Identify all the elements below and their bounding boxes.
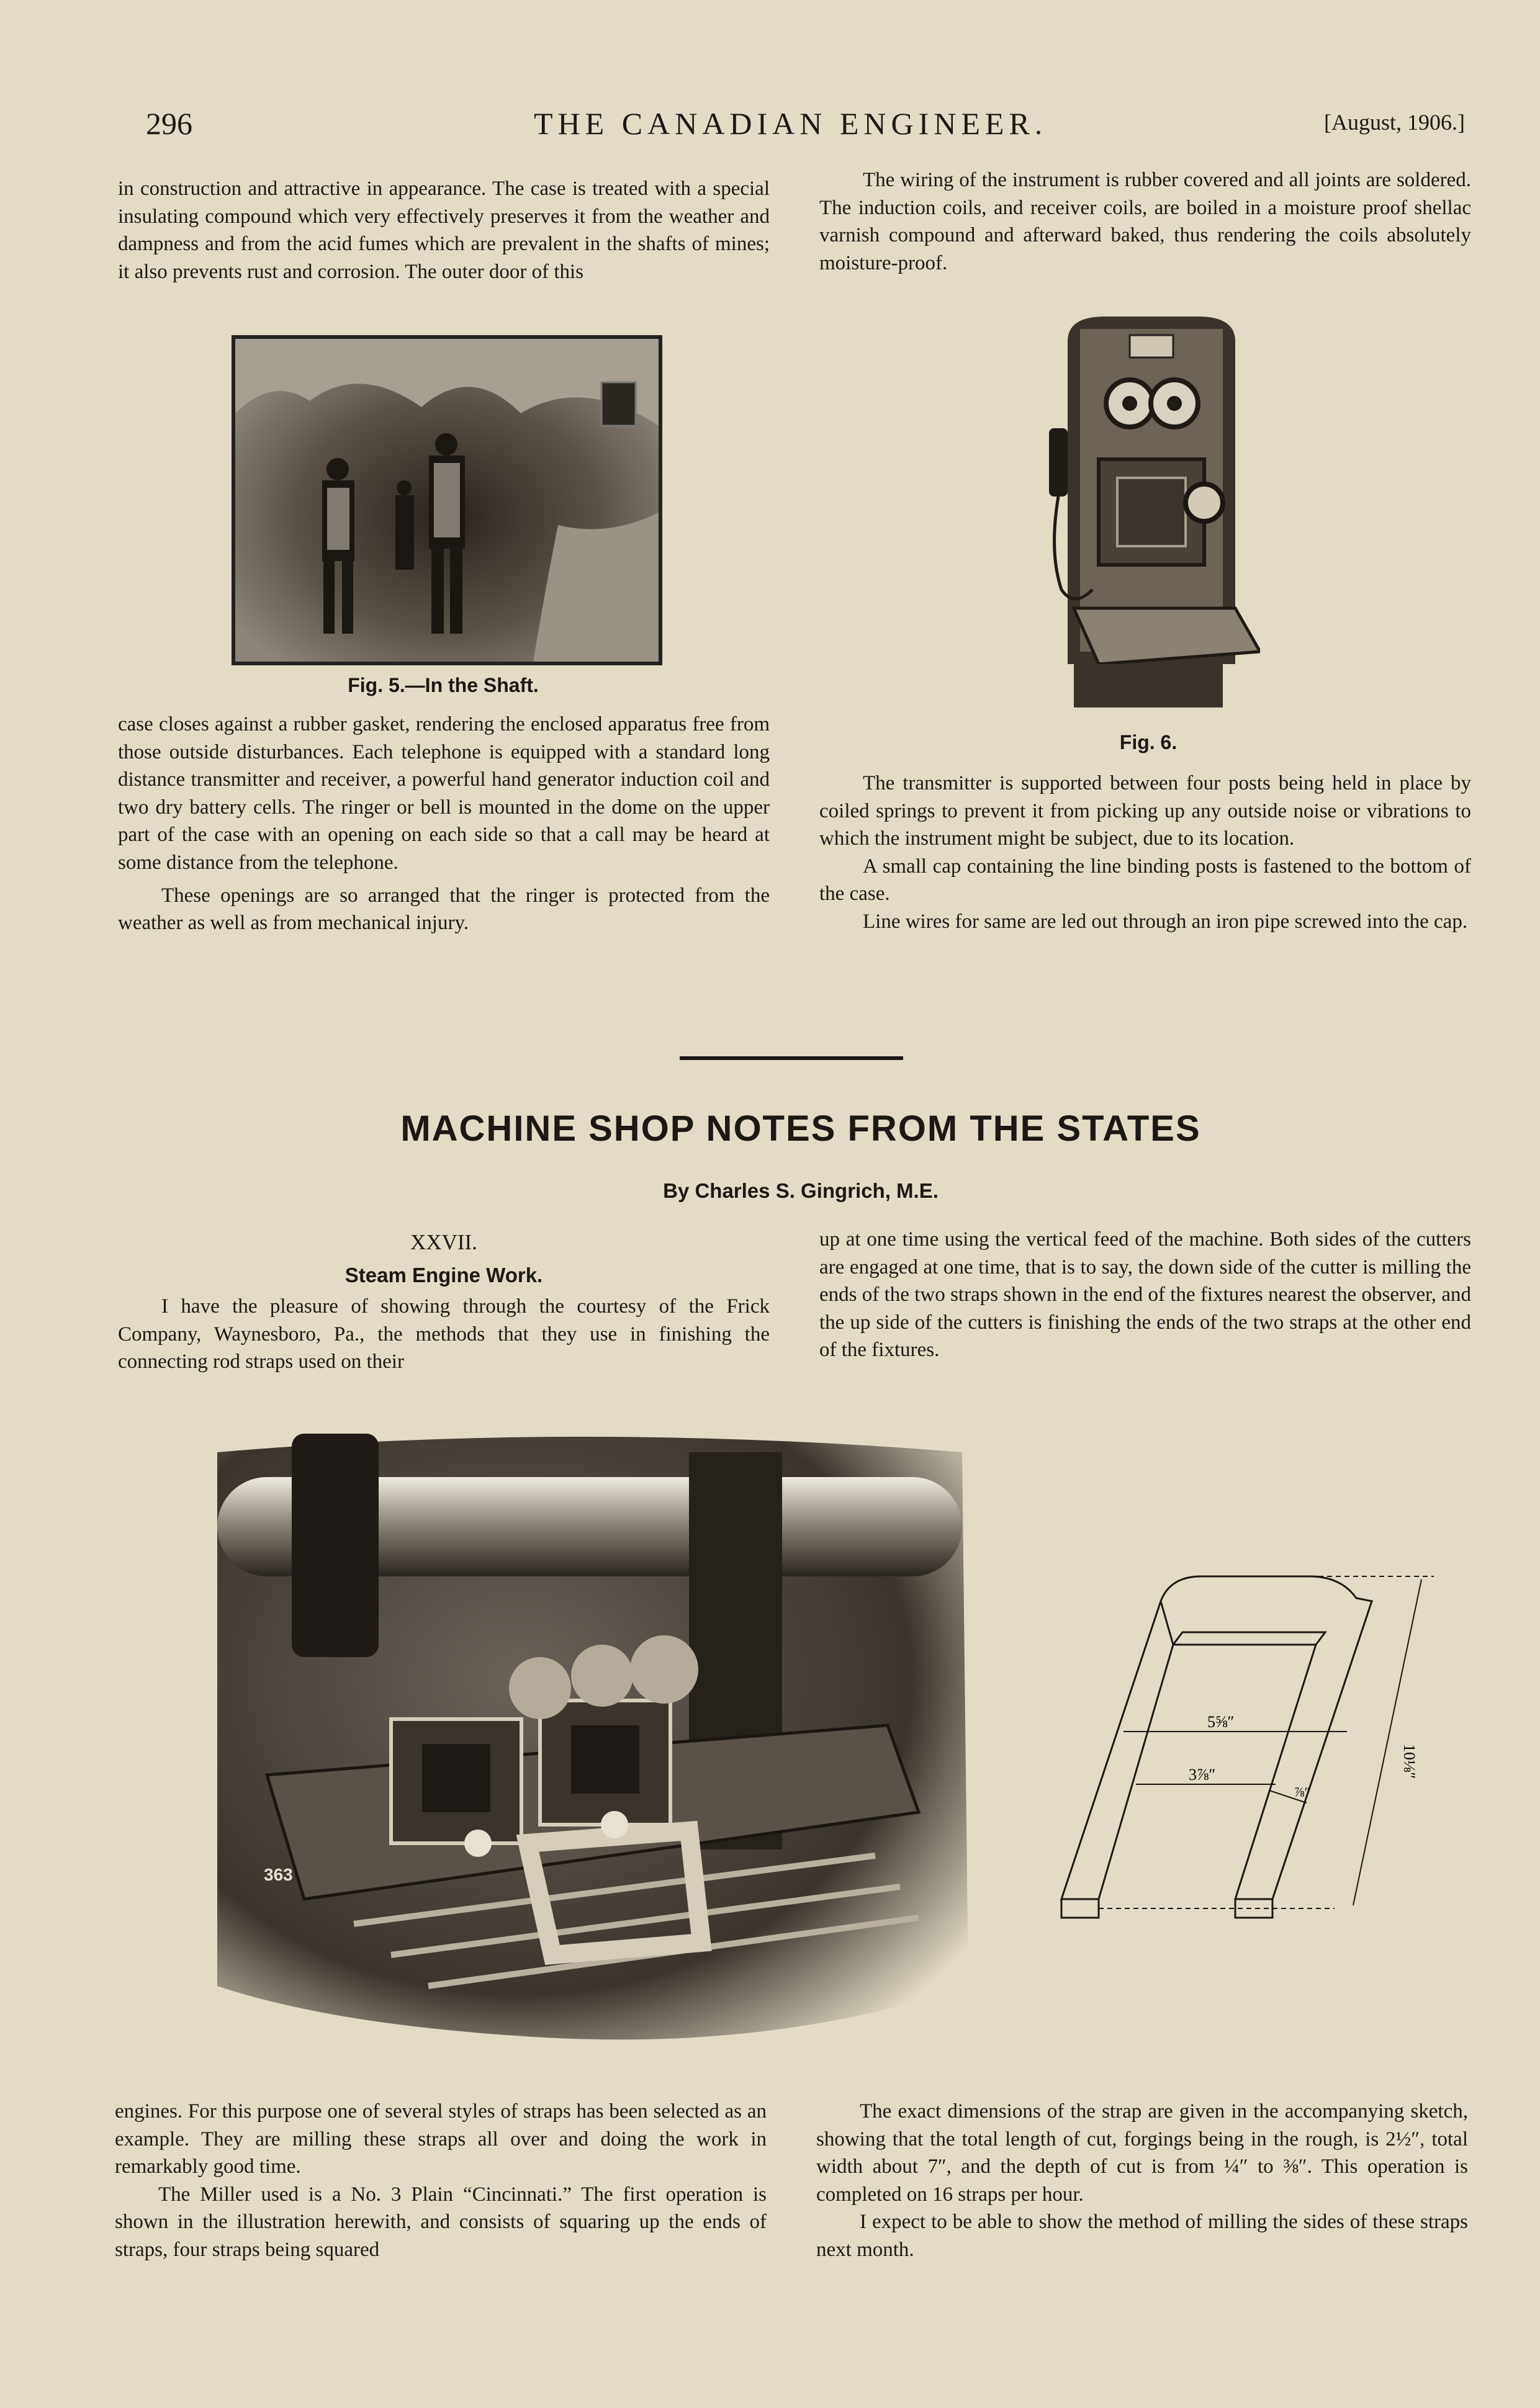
paragraph: The Miller used is a No. 3 Plain “Cincinnati.” The first operation is shown in the illustration herewith, and consists of squaring up the ends of straps, four straps being squared	[115, 2183, 767, 2261]
strap-drawing	[1049, 1552, 1446, 1949]
milling-machine-illustration	[205, 1427, 968, 2054]
section-title: Steam Engine Work.	[344, 1263, 543, 1287]
paragraph: up at one time using the vertical feed of the machine. Both sides of the cutters are engaged at one time, that is to say, the down side of the cutter is milling the ends of the two straps shown in the end of the fixtures nearest the observer, and the up side of the cutters is finishing the ends of the two straps at the other end of the fixtures.	[819, 1228, 1471, 1362]
dimension-thickness: ⅞″	[1294, 1784, 1310, 1800]
milling-machine-photo	[205, 1427, 968, 2054]
top-left-column-b	[118, 711, 770, 937]
article-right-column-a	[819, 1226, 1471, 1364]
article-left-column-b	[115, 2098, 767, 2264]
dimension-height: 10⅛″	[1400, 1744, 1418, 1779]
fig6-telephone	[1037, 317, 1260, 714]
fig5-caption: Fig. 5.—In the Shaft.	[348, 674, 539, 696]
page-header	[118, 106, 1465, 149]
paragraph: I expect to be able to show the method of milling the sides of these straps next month.	[816, 2211, 1468, 2261]
top-left-column-a	[118, 175, 770, 285]
top-right-column-a	[819, 166, 1471, 277]
dimension-outer-width: 5⅝″	[1207, 1713, 1235, 1731]
dimension-inner-width: 3⅞″	[1189, 1766, 1216, 1784]
section-divider	[680, 1056, 903, 1060]
top-right-column-b	[819, 770, 1471, 936]
paragraph: in construction and attractive in appearance. The case is treated with a special insulating compound which very effectively preserves it from the weather and dampness and from the acid fumes which are prevalent in the shafts of mines; it also prevents rust and corrosion. The outer door of this	[118, 177, 770, 283]
article-right-column-b	[816, 2098, 1468, 2264]
paragraph: The wiring of the instrument is rubber covered and all joints are soldered. The induction coils, and receiver coils, are boiled in a moisture proof shellac varnish compound and afterward baked, thus rendering the coils absolutely moisture-proof.	[819, 169, 1471, 274]
issue-date: [August, 1906.]	[1324, 110, 1465, 135]
paragraph: The transmitter is supported between four posts being held in place by coiled springs to prevent it from picking up any outside noise or vibrations to which the instrument might be subject, due to its location.	[819, 772, 1471, 850]
strap-dimension-sketch	[1049, 1552, 1446, 1949]
journal-title: THE CANADIAN ENGINEER.	[534, 106, 1048, 141]
paragraph: I have the pleasure of showing through the courtesy of the Frick Company, Waynesboro, Pa., the methods that they use in finishing the connecting rod straps used on their	[118, 1295, 770, 1373]
paragraph: These openings are so arranged that the ringer is protected from the weather as well as from mechanical injury.	[118, 884, 770, 935]
section-number: XXVII.	[410, 1230, 477, 1254]
fig6-caption: Fig. 6.	[1119, 731, 1178, 753]
page-number: 296	[146, 106, 192, 141]
paragraph: Line wires for same are led out through an iron pipe screwed into the cap.	[863, 910, 1468, 933]
mine-shaft-illustration	[235, 339, 659, 662]
article-left-column-a	[118, 1229, 770, 1376]
paragraph: A small cap containing the line binding posts is fastened to the bottom of the case.	[819, 855, 1471, 905]
paragraph: The exact dimensions of the strap are given in the accompanying sketch, showing that the total length of cut, forgings being in the rough, is 2½″, total width about 7″, and the depth of cut is from ¼″ to ⅜″. This operation is completed on 16 straps per hour.	[816, 2100, 1468, 2206]
paragraph: case closes against a rubber gasket, rendering the enclosed apparatus free from those outside disturbances. Each telephone is equipped with a standard long distance transmitter and receiver, a powerful hand generator induction coil and two dry battery cells. The ringer or bell is mounted in the dome on the upper part of the case with an opening on each side so that a call may be heard at some distance from the telephone.	[118, 713, 770, 874]
paragraph: engines. For this purpose one of several styles of straps has been selected as an example. They are milling these straps all over and doing the work in remarkably good time.	[115, 2100, 767, 2178]
wall-telephone-illustration	[1037, 317, 1260, 714]
photo-number: 363	[264, 1865, 293, 1884]
article-byline: By Charles S. Gingrich, M.E.	[663, 1179, 939, 1202]
fig5-photo	[232, 335, 662, 665]
article-title: MACHINE SHOP NOTES FROM THE STATES	[400, 1108, 1201, 1149]
